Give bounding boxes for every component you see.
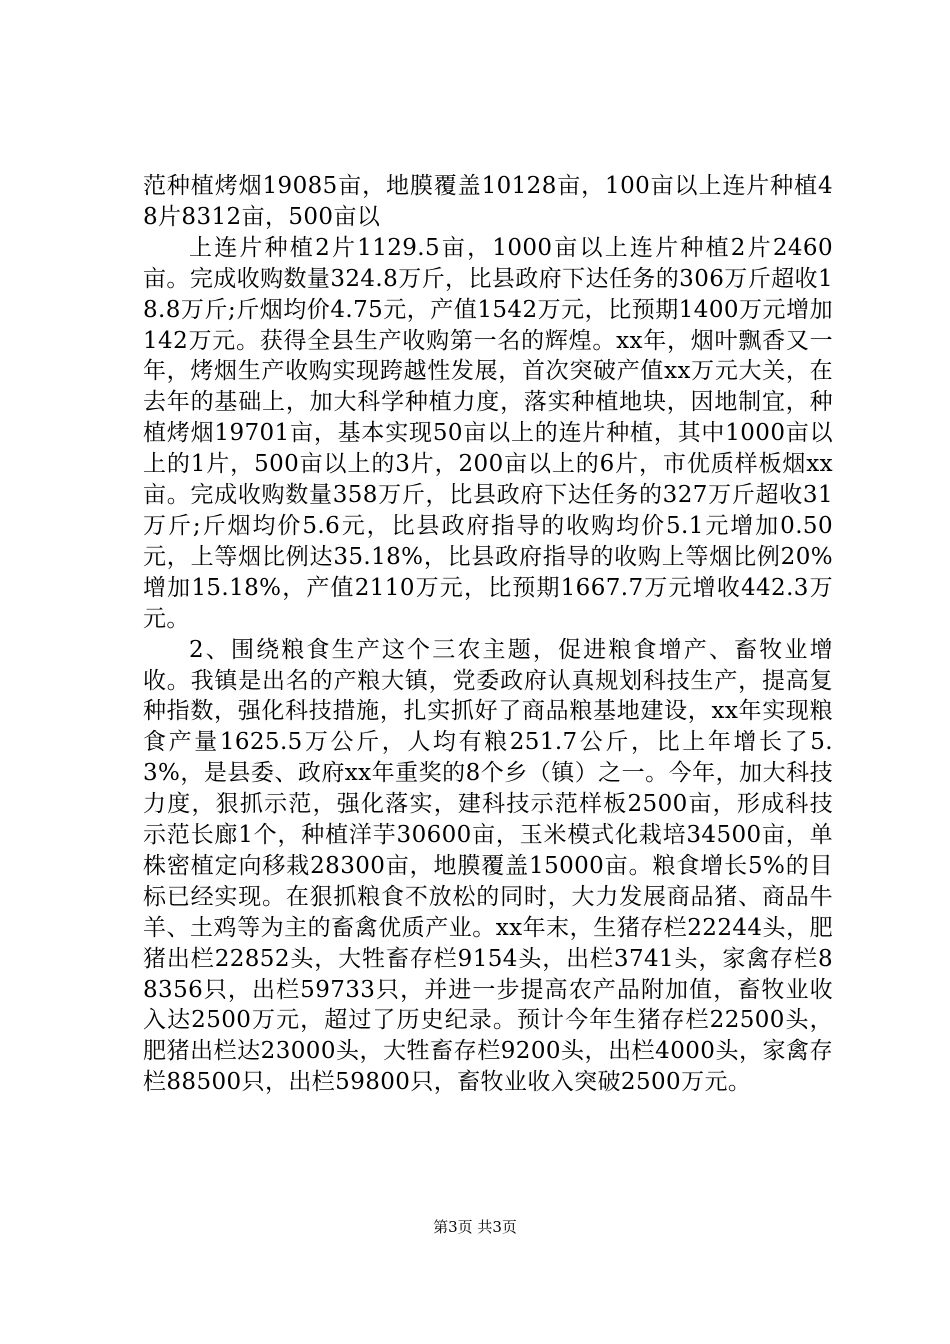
paragraph-1: 范种植烤烟19085亩，地膜覆盖10128亩，100亩以上连片种植48片8312亩，500亩以 (143, 173, 833, 230)
paragraph-2: 上连片种植2片1129.5亩，1000亩以上连片种植2片2460亩。完成收购数量324.8万斤，比县政府下达任务的306万斤超收18.8万斤;斤烟均价4.75元，产值1542万元，比预期1400万元增加142万元。获得全县生产收购第一名的辉煌。xx年，烟叶飘香又一年，烤烟生产收购实现跨越性发展，首次突破产值xx万元大关，在去年的基础上，加大科学种植力度，落实种植地块，因地制宜，种植烤烟19701亩，基本实现50亩以上的连片种植，其中1000亩以上的1片，500亩以上的3片，200亩以上的6片，市优质样板烟xx亩。完成收购数量358万斤，比县政府下达任务的327万斤超收31万斤;斤烟均价5.6元，比县政府指导的收购均价5.1元增加0.50元，上等烟比例达35.18%，比县政府指导的收购上等烟比例20%增加15.18%，产值2110万元，比预期1667.7万元增收442.3万元。 (143, 234, 833, 632)
page-number-footer: 第3页 共3页 (433, 1218, 517, 1236)
document-body (143, 171, 833, 1098)
paragraph-3: 2、围绕粮食生产这个三农主题，促进粮食增产、畜牧业增收。我镇是出名的产粮大镇，党委政府认真规划科技生产，提高复种指数，强化科技措施，扎实抓好了商品粮基地建设，xx年实现粮食产量1625.5万公斤，人均有粮251.7公斤，比上年增长了5.3%，是县委、政府xx年重奖的8个乡（镇）之一。今年，加大科技力度，狠抓示范，强化落实，建科技示范样板2500亩，形成科技示范长廊1个，种植洋芋30600亩，玉米模式化栽培34500亩，单株密植定向移栽28300亩，地膜覆盖15000亩。粮食增长5%的目标已经实现。在狠抓粮食不放松的同时，大力发展商品猪、商品牛羊、土鸡等为主的畜禽优质产业。xx年末，生猪存栏22244头，肥猪出栏22852头，大牲畜存栏9154头，出栏3741头，家禽存栏88356只，出栏59733只，并进一步提高农产品附加值，畜牧业收入达2500万元，超过了历史纪录。预计今年生猪存栏22500头，肥猪出栏达23000头，大牲畜存栏9200头，出栏4000头，家禽存栏88500只，出栏59800只，畜牧业收入突破2500万元。 (143, 636, 833, 1096)
